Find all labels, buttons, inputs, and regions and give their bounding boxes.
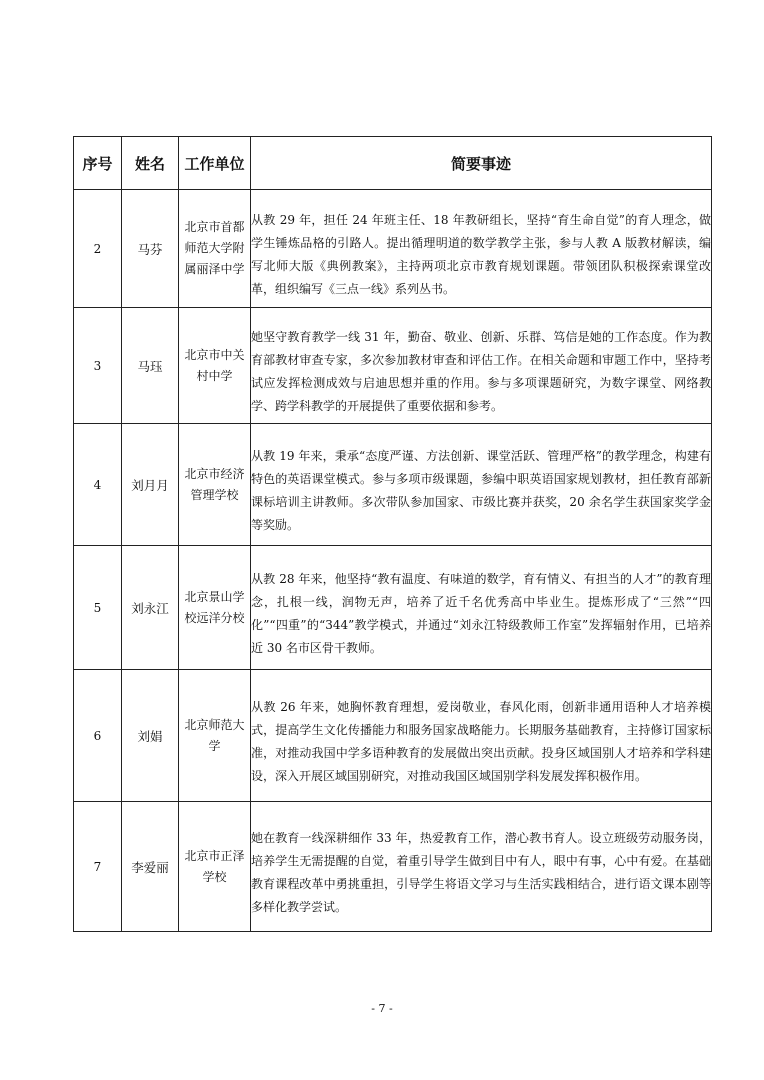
brief-deeds-cell xyxy=(251,424,712,546)
serial-number-cell: 7 xyxy=(74,802,122,932)
name-cell: 刘月月 xyxy=(122,424,179,546)
header-brief-deeds: 简要事迹 xyxy=(251,137,712,190)
page-number: - 7 - xyxy=(371,1002,393,1015)
honoree-table xyxy=(73,136,712,932)
table-row xyxy=(74,546,712,670)
name-cell: 刘永江 xyxy=(122,546,179,670)
header-serial-number: 序号 xyxy=(74,137,122,190)
brief-deeds-text: 她坚守教育教学一线 31 年，勤奋、敬业、创新、乐群、笃信是她的工作态度。作为教育部教材审查专家，多次参加教材审查和评估工作。在相关命题和审题工作中，坚持考试应发挥检测成效与启迪思想并重的作用。参与多项课题研究，为数字课堂、网络教学、跨学科教学的开展提供了重要依据和参考。 xyxy=(251,330,711,413)
brief-deeds-text: 她在教育一线深耕细作 33 年，热爱教育工作，潜心教书育人。设立班级劳动服务岗，培养学生无需提醒的自觉，着重引导学生做到目中有人，眼中有事，心中有爱。在基础教育课程改革中勇挑重担，引导学生将语文学习与生活实践相结合，进行语文课本剧等多样化教学尝试。 xyxy=(251,831,711,914)
table-header-row xyxy=(74,137,712,190)
brief-deeds-cell xyxy=(251,670,712,802)
work-unit-cell: 北京景山学校远洋分校 xyxy=(179,546,251,670)
name-cell: 马芬 xyxy=(122,190,179,308)
serial-number-cell: 2 xyxy=(74,190,122,308)
header-work-unit: 工作单位 xyxy=(179,137,251,190)
brief-deeds-cell xyxy=(251,190,712,308)
work-unit-cell: 北京师范大学 xyxy=(179,670,251,802)
brief-deeds-cell xyxy=(251,546,712,670)
table-row xyxy=(74,424,712,546)
work-unit-cell: 北京市中关村中学 xyxy=(179,308,251,424)
serial-number-cell: 5 xyxy=(74,546,122,670)
brief-deeds-cell xyxy=(251,802,712,932)
name-cell: 马珏 xyxy=(122,308,179,424)
serial-number-cell: 4 xyxy=(74,424,122,546)
brief-deeds-cell xyxy=(251,308,712,424)
work-unit-cell: 北京市首都师范大学附属丽泽中学 xyxy=(179,190,251,308)
work-unit-cell: 北京市经济管理学校 xyxy=(179,424,251,546)
name-cell: 李爱丽 xyxy=(122,802,179,932)
table-row xyxy=(74,308,712,424)
header-name: 姓名 xyxy=(122,137,179,190)
brief-deeds-text: 从教 26 年来，她胸怀教育理想，爱岗敬业，春风化雨，创新非通用语种人才培养模式，提高学生文化传播能力和服务国家战略能力。长期服务基础教育，主持修订国家标准，对推动我国中学多语种教育的发展做出突出贡献。投身区域国别人才培养和学科建设，深入开展区域国别研究，对推动我国区域国别学科发展发挥积极作用。 xyxy=(251,700,711,783)
work-unit-cell: 北京市正泽学校 xyxy=(179,802,251,932)
serial-number-cell: 6 xyxy=(74,670,122,802)
table-row xyxy=(74,670,712,802)
brief-deeds-text: 从教 19 年来，秉承“态度严谨、方法创新、课堂活跃、管理严格”的教学理念，构建有特色的英语课堂模式。参与多项市级课题，参编中职英语国家规划教材，担任教育部新课标培训主讲教师。多次带队参加国家、市级比赛并获奖，20 余名学生获国家奖学金等奖励。 xyxy=(251,449,711,532)
table-row xyxy=(74,190,712,308)
name-cell: 刘娟 xyxy=(122,670,179,802)
brief-deeds-text: 从教 28 年来，他坚持“教有温度、有味道的数学，育有情义、有担当的人才”的教育理念，扎根一线，润物无声，培养了近千名优秀高中毕业生。提炼形成了“三然”“四化”“四重”的“344”教学模式，并通过“刘永江特级教师工作室”发挥辐射作用，已培养近 30 名市区骨干教师。 xyxy=(251,572,711,655)
brief-deeds-text: 从教 29 年，担任 24 年班主任、18 年教研组长，坚持“育生命自觉”的育人理念，做学生锤炼品格的引路人。提出循理明道的数学教学主张，参与人教 A 版教材解读，编写北师大版《典例教案》，主持两项北京市教育规划课题。带领团队积极探索课堂改革，组织编写《三点一线》系列丛书。 xyxy=(251,213,711,296)
table-row xyxy=(74,802,712,932)
serial-number-cell: 3 xyxy=(74,308,122,424)
